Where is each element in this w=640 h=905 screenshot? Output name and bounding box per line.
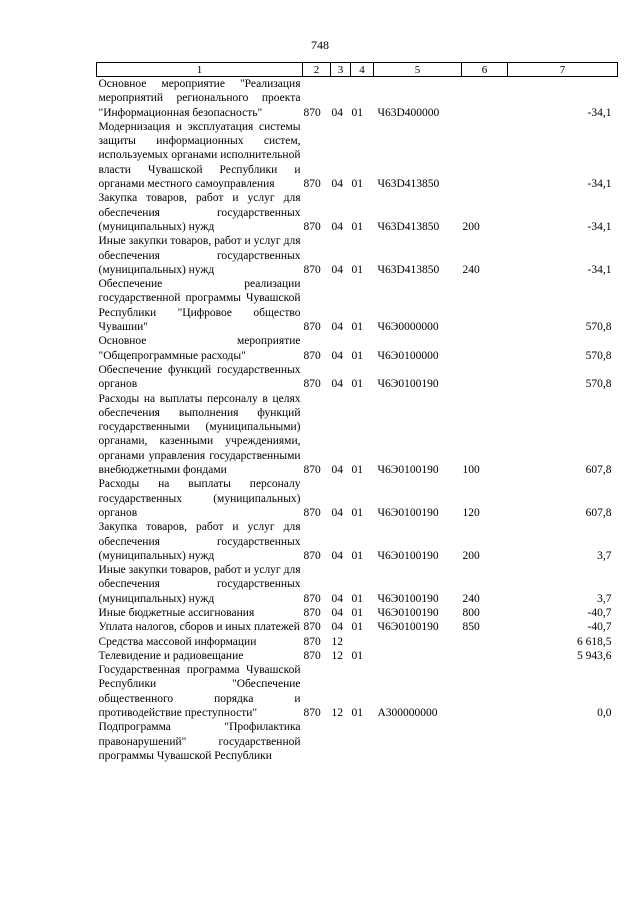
row-section: 04 [331, 606, 343, 619]
row-target-article: Ч6Э0100190 [377, 549, 439, 562]
table-row [97, 663, 618, 720]
row-target-article: Ч6Э0100190 [377, 378, 439, 391]
row-section: 04 [331, 178, 343, 191]
row-admin-code: 870 [303, 621, 321, 634]
row-target-article: Ч63D413850 [377, 178, 440, 191]
row-admin-code: 870 [303, 321, 321, 334]
row-admin-code: 870 [303, 106, 321, 119]
row-section: 04 [331, 549, 343, 562]
row-name: Иные бюджетные ассигнования [98, 606, 255, 619]
table-row [97, 77, 618, 120]
row-target-article: Ч6Э0100190 [377, 464, 439, 477]
table-row [97, 277, 618, 334]
row-subsection: 01 [351, 106, 363, 119]
row-amount: 6 618,5 [577, 635, 612, 648]
row-amount [508, 720, 618, 763]
row-section: 04 [331, 592, 343, 605]
row-target-article: Ч63D413850 [377, 263, 440, 276]
row-name: Телевидение и радиовещание [98, 649, 244, 662]
row-expense-type [462, 277, 508, 334]
table-row [97, 620, 618, 634]
row-section: 04 [331, 321, 343, 334]
row-target-article: Ч6Э0100190 [377, 606, 439, 619]
table-row [97, 477, 618, 520]
row-subsection: 01 [351, 378, 363, 391]
row-amount: 570,8 [585, 321, 612, 334]
row-amount: -40,7 [587, 621, 612, 634]
page-number: 748 [311, 38, 329, 52]
row-amount: 570,8 [585, 378, 612, 391]
table-row [97, 363, 618, 392]
row-amount: -34,1 [587, 263, 612, 276]
row-subsection: 01 [351, 506, 363, 519]
table-row [97, 392, 618, 478]
row-section: 04 [331, 263, 343, 276]
row-expense-type: 100 [462, 464, 480, 477]
row-expense-type: 200 [462, 220, 480, 233]
row-admin-code: 870 [303, 506, 321, 519]
row-admin-code [303, 720, 331, 763]
table-row [97, 191, 618, 234]
row-section: 04 [331, 349, 343, 362]
row-subsection: 01 [351, 464, 363, 477]
table-header-row [97, 63, 618, 77]
row-subsection: 01 [351, 178, 363, 191]
table-row [97, 720, 618, 763]
row-name: Основное мероприятие "Общепрограммные расходы" [98, 335, 301, 362]
row-section: 04 [331, 464, 343, 477]
row-expense-type [462, 334, 508, 363]
row-name: Расходы на выплаты персоналу государственных (муниципальных) органов [98, 478, 301, 519]
table-row [97, 606, 618, 620]
row-amount: -34,1 [587, 106, 612, 119]
row-subsection: 01 [351, 349, 363, 362]
row-admin-code: 870 [303, 378, 321, 391]
table-row [97, 334, 618, 363]
row-name: Закупка товаров, работ и услуг для обеспечения государственных (муниципальных) нужд [98, 521, 301, 562]
row-target-article: Ч6Э0000000 [377, 321, 439, 334]
row-section [331, 720, 351, 763]
row-subsection [351, 635, 374, 649]
table-row [97, 563, 618, 606]
row-subsection [351, 720, 374, 763]
row-target-article [374, 720, 462, 763]
row-target-article [374, 635, 462, 649]
column-header: 5 [374, 63, 462, 77]
row-expense-type [462, 649, 508, 663]
row-admin-code: 870 [303, 592, 321, 605]
row-section: 04 [331, 621, 343, 634]
row-section: 04 [331, 378, 343, 391]
row-section: 12 [331, 649, 343, 662]
row-amount: 570,8 [585, 349, 612, 362]
row-name: Государственная программа Чувашской Республики "Обеспечение общественного порядка и противодействие преступности" [98, 664, 301, 720]
column-header: 1 [97, 63, 303, 77]
row-name: Основное мероприятие "Реализация мероприятий регионального проекта "Информационная безопасность" [98, 78, 301, 119]
row-subsection: 01 [351, 549, 363, 562]
row-expense-type [462, 363, 508, 392]
column-header: 7 [508, 63, 618, 77]
budget-table [96, 62, 618, 763]
column-header: 2 [303, 63, 331, 77]
row-expense-type: 120 [462, 506, 480, 519]
row-section: 04 [331, 220, 343, 233]
row-name: Обеспечение реализации государственной программы Чувашской Республики "Цифровое общество Чувашии" [98, 278, 301, 334]
row-section: 04 [331, 506, 343, 519]
table-row [97, 649, 618, 663]
column-header: 4 [351, 63, 374, 77]
row-expense-type: 240 [462, 592, 480, 605]
row-amount: -34,1 [587, 220, 612, 233]
row-subsection: 01 [351, 606, 363, 619]
row-name: Подпрограмма "Профилактика правонарушений" государственной программы Чувашской Республики [98, 721, 301, 762]
row-name: Закупка товаров, работ и услуг для обеспечения государственных (муниципальных) нужд [98, 192, 301, 233]
row-expense-type: 240 [462, 263, 480, 276]
row-section: 12 [331, 707, 343, 720]
row-name: Расходы на выплаты персоналу в целях обеспечения выполнения функций государственными (муниципальными) органами, казенными учреждениями, органами управления государственными внебюджетными фондами [98, 392, 301, 477]
row-amount: 5 943,6 [577, 649, 612, 662]
row-admin-code: 870 [303, 220, 321, 233]
column-header: 6 [462, 63, 508, 77]
table-row [97, 635, 618, 649]
table-row [97, 520, 618, 563]
row-amount: 3,7 [597, 592, 612, 605]
row-name: Обеспечение функций государственных органов [98, 363, 301, 391]
row-admin-code: 870 [303, 549, 321, 562]
row-expense-type [462, 720, 508, 763]
row-name: Иные закупки товаров, работ и услуг для обеспечения государственных (муниципальных) нужд [98, 564, 301, 605]
row-amount: 607,8 [585, 506, 612, 519]
table-row [97, 234, 618, 277]
row-section: 04 [331, 106, 343, 119]
row-target-article: Ч63D413850 [377, 220, 440, 233]
row-expense-type [462, 663, 508, 720]
row-admin-code: 870 [303, 707, 321, 720]
row-name: Средства массовой информации [98, 635, 257, 648]
row-admin-code: 870 [303, 464, 321, 477]
row-subsection: 01 [351, 220, 363, 233]
row-subsection: 01 [351, 621, 363, 634]
row-expense-type [462, 120, 508, 191]
row-target-article: Ч6Э0100190 [377, 621, 439, 634]
row-admin-code: 870 [303, 606, 321, 619]
row-name: Иные закупки товаров, работ и услуг для обеспечения государственных (муниципальных) нужд [98, 235, 301, 276]
row-amount: 607,8 [585, 464, 612, 477]
row-target-article: Ч6Э0100190 [377, 592, 439, 605]
row-admin-code: 870 [303, 349, 321, 362]
row-subsection: 01 [351, 321, 363, 334]
row-target-article: Ч6Э0100190 [377, 506, 439, 519]
row-target-article: Ч6Э0100000 [377, 349, 439, 362]
row-subsection: 01 [351, 592, 363, 605]
row-target-article: А300000000 [377, 707, 438, 720]
row-section: 12 [331, 635, 343, 648]
row-amount: 3,7 [597, 549, 612, 562]
row-amount: 0,0 [597, 707, 612, 720]
row-expense-type [462, 635, 508, 649]
row-expense-type [462, 77, 508, 120]
row-target-article [374, 649, 462, 663]
row-expense-type: 200 [462, 549, 480, 562]
row-name: Модернизация и эксплуатация системы защиты информационных систем, используемых органами исполнительной власти Чувашской Республики и органами местного самоуправления [98, 120, 301, 191]
column-header: 3 [331, 63, 351, 77]
row-subsection: 01 [351, 649, 363, 662]
row-expense-type: 800 [462, 606, 480, 619]
row-admin-code: 870 [303, 635, 321, 648]
row-amount: -34,1 [587, 178, 612, 191]
row-target-article: Ч63D400000 [377, 106, 440, 119]
row-expense-type: 850 [462, 621, 480, 634]
row-subsection: 01 [351, 263, 363, 276]
row-admin-code: 870 [303, 649, 321, 662]
row-amount: -40,7 [587, 606, 612, 619]
row-admin-code: 870 [303, 178, 321, 191]
row-name: Уплата налогов, сборов и иных платежей [98, 621, 300, 634]
table-row [97, 120, 618, 191]
row-subsection: 01 [351, 707, 363, 720]
row-admin-code: 870 [303, 263, 321, 276]
